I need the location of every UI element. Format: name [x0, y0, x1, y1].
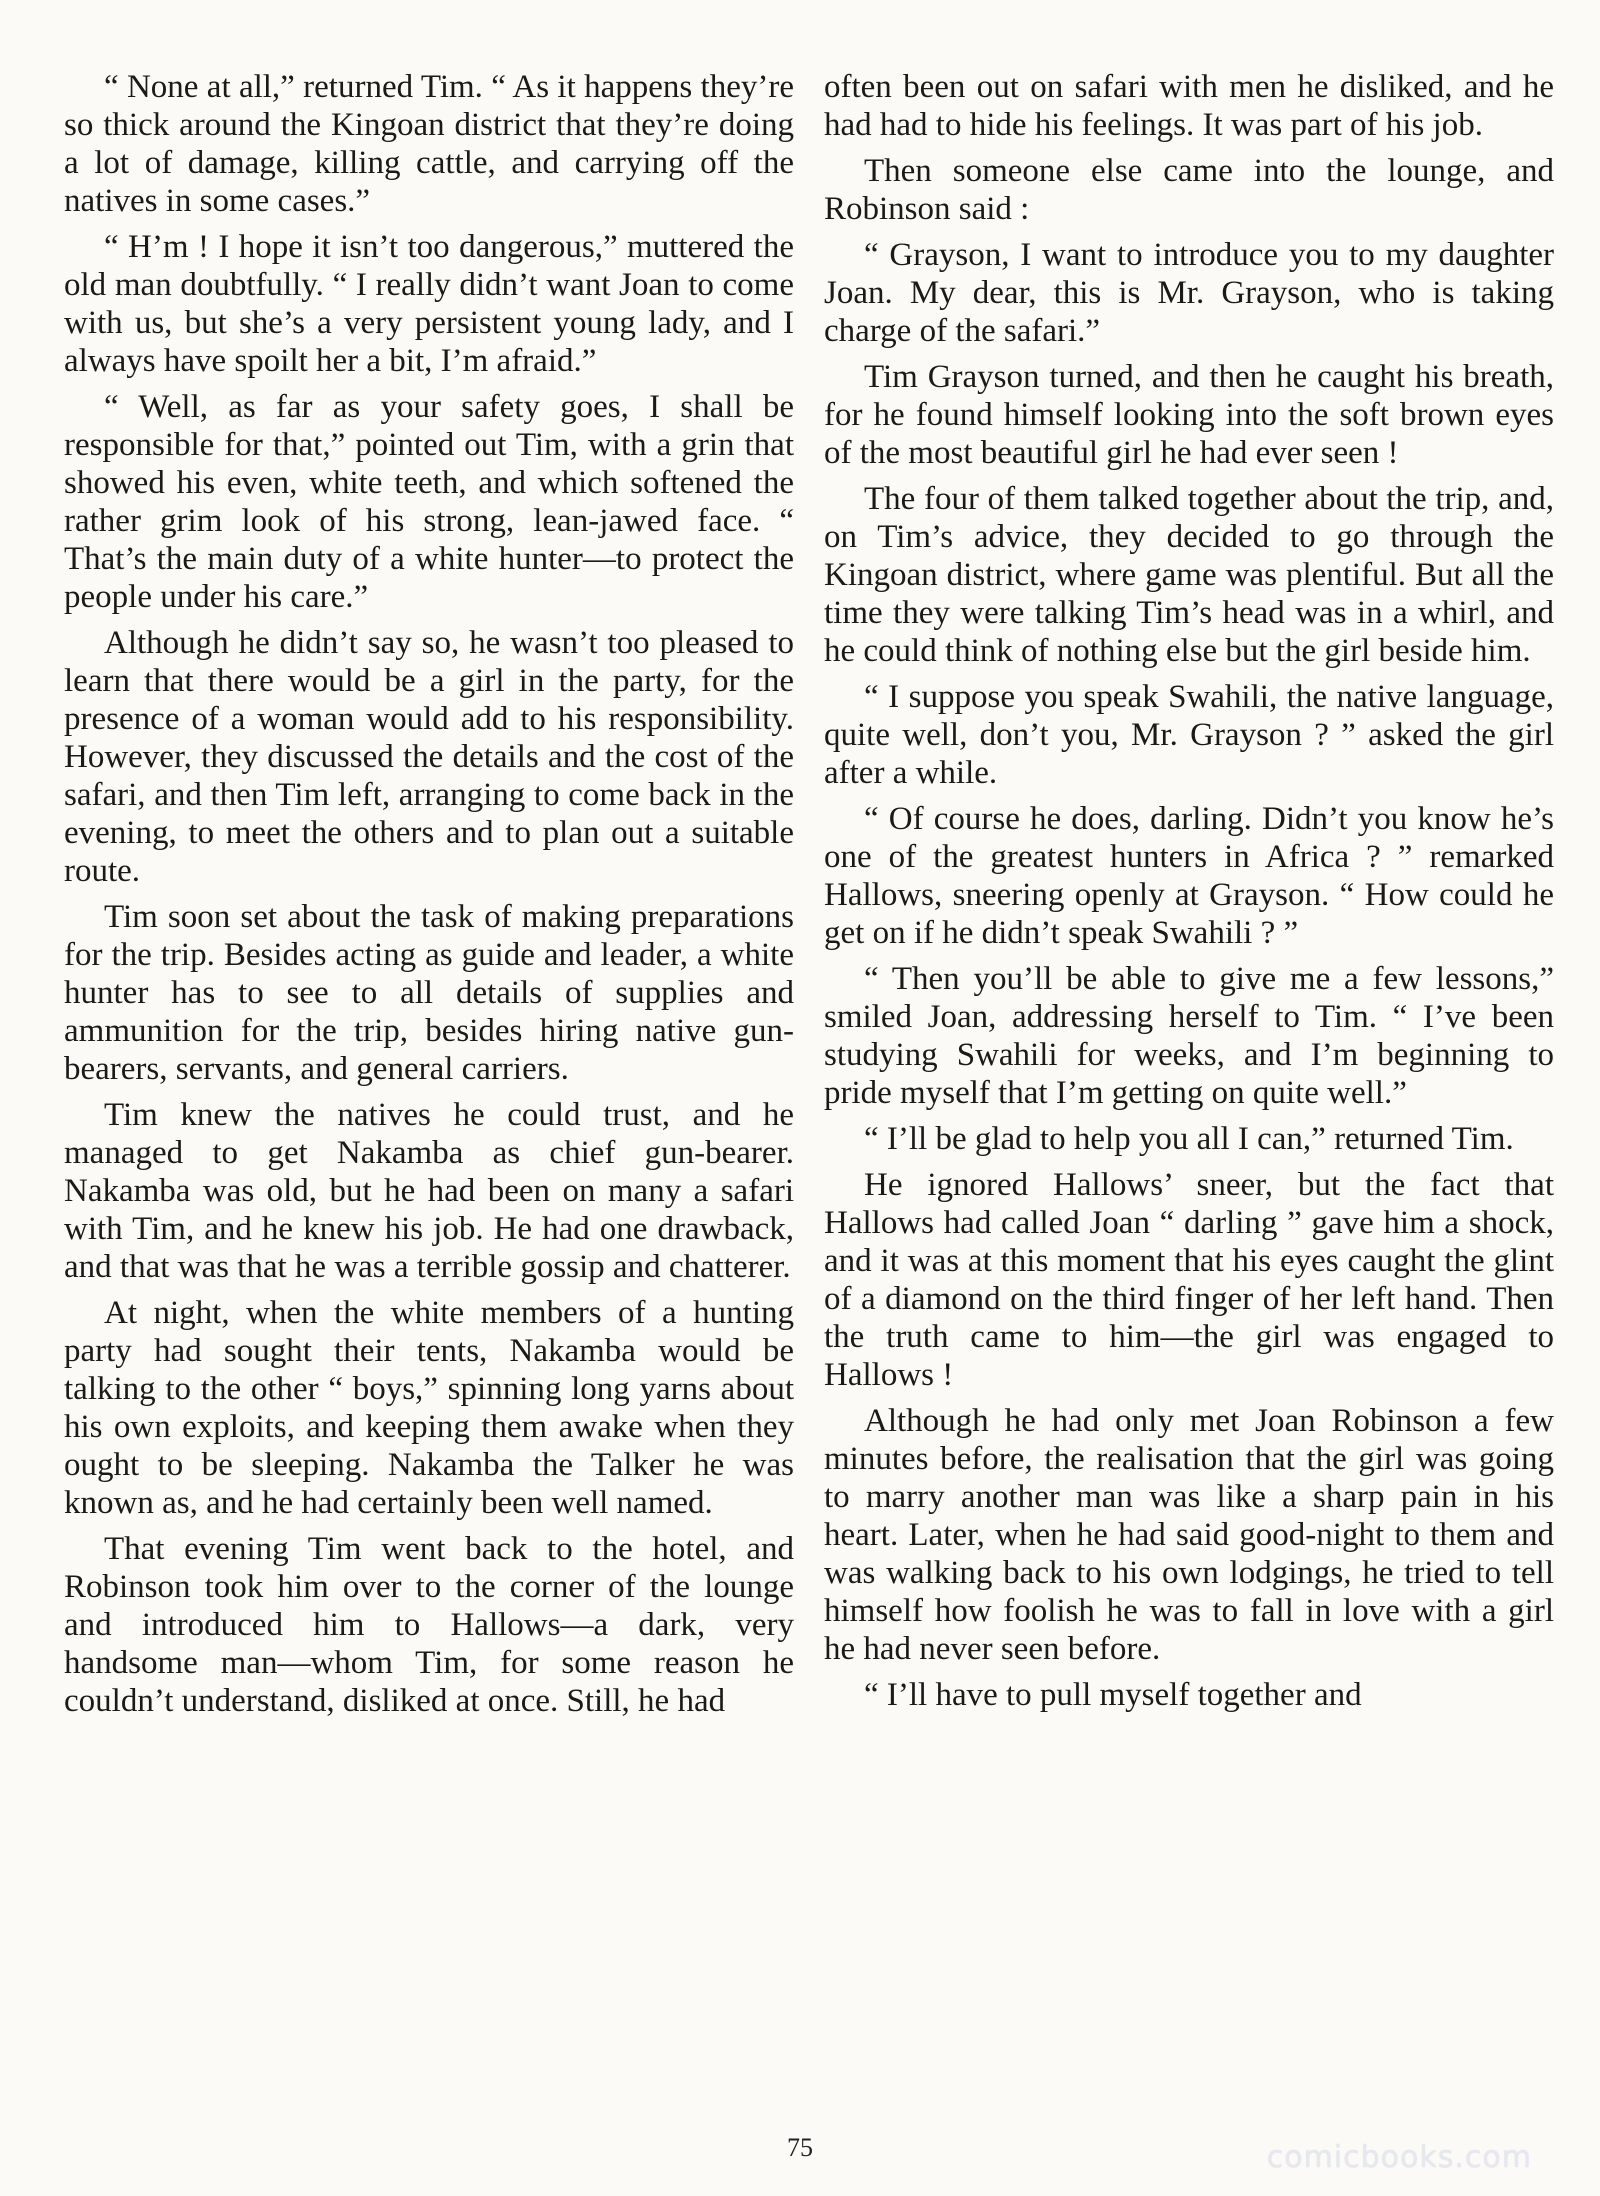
paragraph: “ I suppose you speak Swahili, the native language, quite well, don’t you, Mr. Grayson ? ” asked the girl after a while. — [824, 679, 1554, 791]
paragraph: That evening Tim went back to the hotel, and Robinson took him over to the corner of the lounge and introduced him to Hallows—a dark, very handsome man—whom Tim, for some reason he couldn’t understand, disliked at once. Still, he had — [64, 1531, 794, 1719]
paragraph: Tim Grayson turned, and then he caught his breath, for he found himself looking into the soft brown eyes of the most beautiful girl he had ever seen ! — [824, 359, 1554, 471]
paragraph: “ H’m ! I hope it isn’t too dangerous,” muttered the old man doubtfully. “ I really didn’t want Joan to come with us, but she’s a very persistent young lady, and I always have spoilt her a bit, I’m afraid.” — [64, 229, 794, 379]
page-number: 75 — [787, 2133, 813, 2162]
paragraph: Although he had only met Joan Robinson a few minutes before, the realisation that the girl was going to marry another man was like a sharp pain in his heart. Later, when he had said good-night to them and was walking back to his own lodgings, he tried to tell himself how foolish he was to fall in love with a girl he had never seen before. — [824, 1403, 1554, 1667]
left-text-column — [64, 68, 794, 1728]
site-watermark: comicbooks.com — [1266, 2140, 1532, 2175]
paragraph: The four of them talked together about the trip, and, on Tim’s advice, they decided to go through the Kingoan district, where game was plentiful. But all the time they were talking Tim’s head was in a whirl, and he could think of nothing else but the girl beside him. — [824, 481, 1554, 669]
paragraph: “ I’ll have to pull myself together and — [864, 1677, 1362, 1713]
paragraph: “ Grayson, I want to introduce you to my daughter Joan. My dear, this is Mr. Grayson, who is taking charge of the safari.” — [824, 237, 1554, 349]
right-text-column — [824, 68, 1554, 1722]
paragraph: He ignored Hallows’ sneer, but the fact that Hallows had called Joan “ darling ” gave him a shock, and it was at this moment that his eyes caught the glint of a diamond on the third finger of her left hand. Then the truth came to him—the girl was engaged to Hallows ! — [824, 1167, 1554, 1393]
paragraph: “ Of course he does, darling. Didn’t you know he’s one of the greatest hunters in Africa ? ” remarked Hallows, sneering openly at Grayson. “ How could he get on if he didn’t speak Swahili ? ” — [824, 801, 1554, 951]
paragraph: Tim knew the natives he could trust, and he managed to get Nakamba as chief gun-bearer. Nakamba was old, but he had been on many a safari with Tim, and he knew his job. He had one drawback, and that was that he was a terrible gossip and chatterer. — [64, 1097, 794, 1285]
paragraph: “ None at all,” returned Tim. “ As it happens they’re so thick around the Kingoan district that they’re doing a lot of damage, killing cattle, and carrying off the natives in some cases.” — [64, 69, 794, 219]
paragraph: “ Well, as far as your safety goes, I shall be responsible for that,” pointed out Tim, with a grin that showed his even, white teeth, and which softened the rather grim look of his strong, lean-jawed face. “ That’s the main duty of a white hunter—to protect the people under his care.” — [64, 389, 794, 615]
paragraph: Although he didn’t say so, he wasn’t too pleased to learn that there would be a girl in the party, for the presence of a woman would add to his responsibility. However, they discussed the details and the cost of the safari, and then Tim left, arranging to come back in the evening, to meet the others and to plan out a suitable route. — [64, 625, 794, 889]
paragraph: “ Then you’ll be able to give me a few lessons,” smiled Joan, addressing herself to Tim. “ I’ve been studying Swahili for weeks, and I’m beginning to pride myself that I’m getting on quite well.” — [824, 961, 1554, 1111]
paragraph-continuation: often been out on safari with men he disliked, and he had had to hide his feelings. It was part of his job. — [824, 69, 1554, 143]
paragraph: At night, when the white members of a hunting party had sought their tents, Nakamba would be talking to the other “ boys,” spinning long yarns about his own exploits, and keeping them awake when they ought to be sleeping. Nakamba the Talker he was known as, and he had certainly been well named. — [64, 1295, 794, 1521]
paragraph: Tim soon set about the task of making preparations for the trip. Besides acting as guide and leader, a white hunter has to see to all details of supplies and ammunition for the trip, besides hiring native gun-bearers, servants, and general carriers. — [64, 899, 794, 1087]
paragraph: “ I’ll be glad to help you all I can,” returned Tim. — [864, 1121, 1514, 1157]
paragraph: Then someone else came into the lounge, and Robinson said : — [824, 153, 1554, 227]
